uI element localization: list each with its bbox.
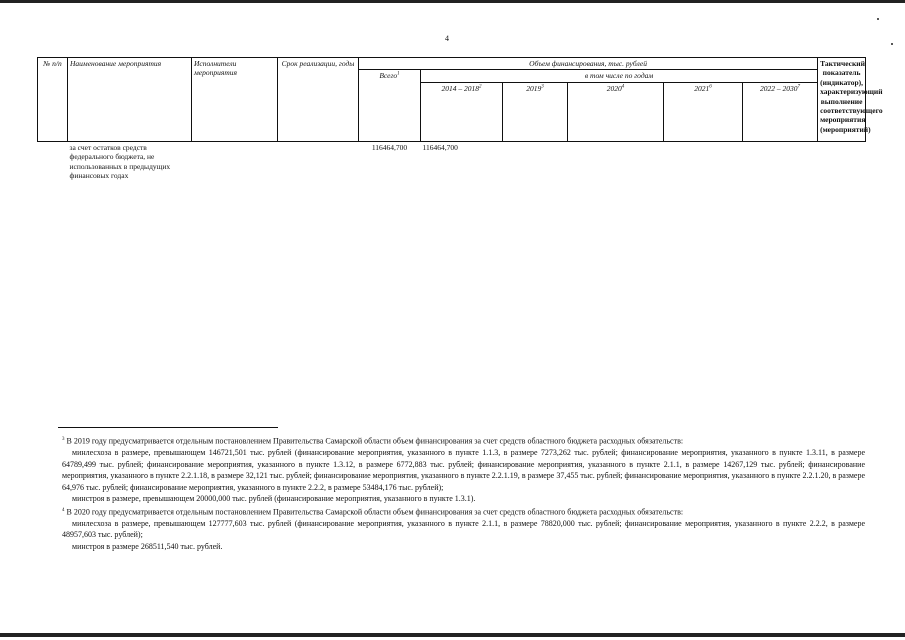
footnotes <box>62 434 865 552</box>
cell-2020 <box>568 141 664 181</box>
footnote-item: минлесхоза в размере, превышающем 127777,603 тыс. рублей (финансирование мероприятия, указанного в пункте 2.1.1, в размере 78820,000 тыс. рублей; финансирование мероприятия, указанного в пункте 2.2.2, в размере 48957,603 тыс. рублей); <box>62 518 865 540</box>
footnote-item: минлесхоза в размере, превышающем 146721,501 тыс. рублей (финансирование мероприятия, указанного в пункте 1.1.3, в размере 7273,262 тыс. рублей; финансирование мероприятия, указанного в пункте 1.3.11, в размере 64789,499 тыс. рублей; финансирование мероприятия, указанного в пункте 1.3.12, в размере 6772,883 тыс. рублей; финансирование мероприятия, указанного в пункте 2.1.1, в размере 14267,129 тыс. рублей; финансирование мероприятия, указанного в пункте 2.2.1.18, в размере 32,121 тыс. рублей; финансирование мероприятия, указанного в пункте 2.2.1.19, в размере 37,455 тыс. рублей; финансирование мероприятия, указанного в пункте 2.2.1.20, в размере 64,976 тыс. рублей; финансирование мероприятия, указанного в пункте 2.2.2, в размере 53484,176 тыс. рублей); <box>62 448 865 492</box>
cell-2021 <box>664 141 743 181</box>
footnote-intro: $^4$ В 2020 году предусматривается отдельным постановлением Правительства Самарской области объем финансирования за счет средств областного бюджета расходных обязательств: <box>62 507 684 517</box>
financing-table <box>37 57 883 181</box>
cell-executors <box>192 141 278 181</box>
footnote-item: минстроя в размере 268511,540 тыс. рублей. <box>72 541 223 551</box>
scan-speck <box>891 43 893 45</box>
header-total: Всего$^1$ <box>359 70 421 141</box>
page-number: 4 <box>445 34 449 43</box>
header-period: Срок реализации, годы <box>278 58 359 142</box>
footnote-intro: $^3$ В 2019 году предусматривается отдельным постановлением Правительства Самарской области объем финансирования за счет средств областного бюджета расходных обязательств: <box>62 436 684 446</box>
scan-bottom-edge <box>0 633 905 637</box>
header-year: 2022 – 2030$^7$ <box>743 82 818 141</box>
scan-speck <box>877 18 879 20</box>
cell-num <box>38 141 68 181</box>
header-year: 2020$^4$ <box>568 82 664 141</box>
cell-total: 116464,700 <box>371 142 408 152</box>
footnote-marker: 3 <box>62 437 65 442</box>
header-volume: Объем финансирования, тыс. рублей <box>359 58 818 70</box>
cell-2014-2018: 116464,700 <box>422 142 458 152</box>
scan-top-edge <box>0 0 905 3</box>
footnote-marker: 4 <box>62 507 65 513</box>
header-year: 2021$^6$ <box>664 82 743 141</box>
header-name: Наименование мероприятия <box>68 58 192 142</box>
header-by-years: в том числе по годам <box>421 70 818 82</box>
table-row <box>38 141 866 181</box>
cell-name: за счет остатков средств федерального бюджета, не использованных в предыдущих финансовых годах <box>69 142 171 180</box>
header-year: 2014 – 2018$^2$ <box>421 82 503 141</box>
header-num: № п/п <box>38 58 68 142</box>
header-indicator: Тактический показатель (индикатор), характеризующий выполнение соответствующего мероприятия (мероприятий) <box>818 58 866 142</box>
cell-2019 <box>503 141 568 181</box>
footnote-separator <box>58 427 278 428</box>
header-year: 2019$^3$ <box>503 82 568 141</box>
header-executors: Исполнители мероприятия <box>192 58 278 142</box>
cell-indicator <box>818 141 866 181</box>
cell-period <box>278 141 359 181</box>
cell-2022-2030 <box>743 141 818 181</box>
footnote-item: минстроя в размере, превышающем 20000,000 тыс. рублей (финансирование мероприятия, указанного в пункте 1.3.1). <box>72 494 476 504</box>
